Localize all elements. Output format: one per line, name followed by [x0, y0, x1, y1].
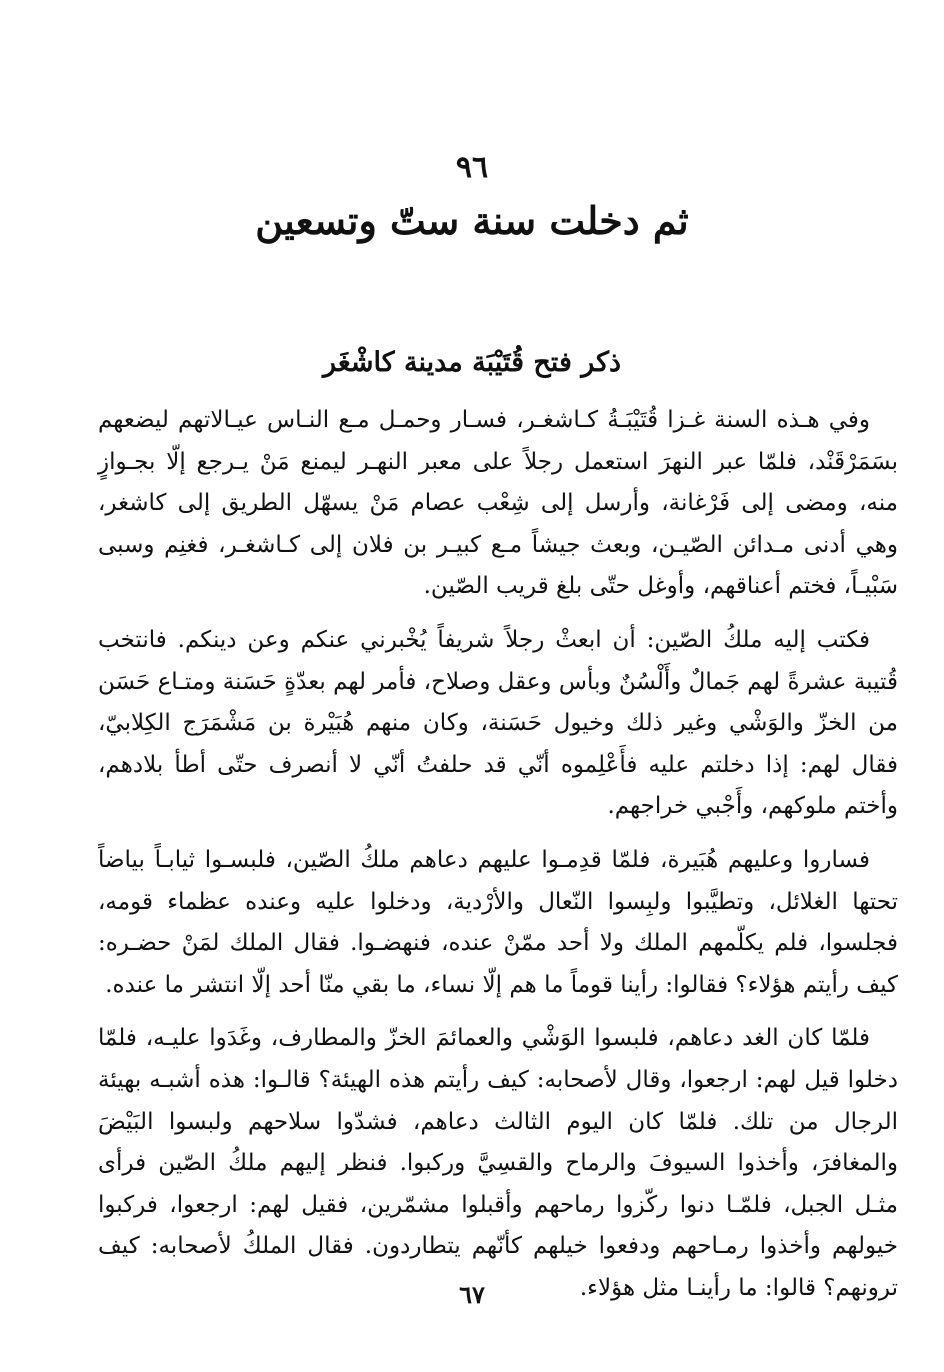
page-number: ٦٧ — [459, 1280, 485, 1309]
section-title: ذكر فتح قُتَيْبَة مدينة كاشْغَر — [322, 347, 622, 378]
paragraph-4: فلمّا كان الغد دعاهم، فلبسوا الوَشْي والعمائمَ الخزّ والمطارف، وغَدَوا عليـه، فلمّا دخلوا قيل لهم: ارجعوا، وقال لأصحابه: كيف رأيتم هذه الهيئة؟ قالـوا: هذه أشبـه بهيئة الرجال من تلك. فلمّا كان اليوم الثالث دعاهم، فشدّوا سلاحهم ولبسوا البَيْضَ والمغافرَ، وأخذوا السيوفَ والرماح والقسِيَّ وركبوا. فنظر إليهم ملكُ الصّين فرأى مثـل الجبل، فلمّـا دنوا ركّزوا رماحهم وأقبلوا مشمّرين، فقيل لهم: ارجعوا، فركبوا خيولهم وأخذوا رمـاحهم ودفعوا خيلهم كأنّهم يتطاردون. فقال الملكُ لأصحابه: كيف ترونهم؟ قالوا: ما رأينـا مثل هؤلاء. — [98, 1025, 898, 1301]
chapter-title: ثم دخلت سنة ستّ وتسعين — [255, 198, 689, 243]
paragraph-3: فساروا وعليهم هُبَيرة، فلمّا قدِمـوا عليهم دعاهم ملكُ الصّين، فلبسـوا ثيابـاً بياضاً تحتها الغلائل، وتطيَّبوا ولبِسوا النّعال والأرْدية، ودخلوا عليه وعنده عظماء قومه، فجلسوا، فلم يكلّمهم الملك ولا أحد ممّنْ عنده، فنهضـوا. فقال الملك لمَنْ حضـره: كيف رأيتم هؤلاء؟ فقالوا: رأينا قوماً ما هم إلّا نساء، ما بقي منّا أحد إلّا انتشر ما عنده. — [98, 846, 898, 998]
year-number: ٩٦ — [455, 150, 489, 185]
body-text — [98, 400, 898, 1321]
paragraph-1: وفي هـذه السنة غـزا قُتَيْبَـةُ كـاشغـر، فسـار وحمـل مـع النـاس عيـالاتهم ليضعهم بسَمَرْقَنْد، فلمّا عبر النهرَ استعمل رجلاً على معبر النهـر ليمنع مَنْ يـرجع إلّا بجـوازٍ منه، ومضى إلى فَرْغانة، وأرسل إلى شِعْب عصام مَنْ يسهّل الطريق إلى كاشغر، وهي أدنى مـدائن الصّيـن، وبعث جيشاً مـع كبيـر بن فلان إلى كـاشغـر، فغنِم وسبى سَبْيـاً، فختم أعناقهم، وأوغل حتّى بلغ قريب الصّين. — [98, 407, 898, 600]
paragraph-2: فكتب إليه ملكُ الصّين: أن ابعثْ رجلاً شريفاً يُخْبرني عنكم وعن دينكم. فانتخب قُتيبة عشرةً لهم جَمالٌ وأَلْسُنٌ وبأس وعقل وصلاح، فأمر لهم بعدّةٍ حَسَنة ومتـاع حَسَن من الخزّ والوَشْي وغير ذلك وخيول حَسَنة، وكان منهم هُبَيْرة بن مَشْمَرَج الكِلابيّ، فقال لهم: إذا دخلتم عليه فأَعْلِموه أنّي قد حلفتُ أنّي لا أنصرف حتّى أطأ بلادهم، وأختم ملوكهم، وأَجْبي خراجهم. — [98, 626, 898, 820]
